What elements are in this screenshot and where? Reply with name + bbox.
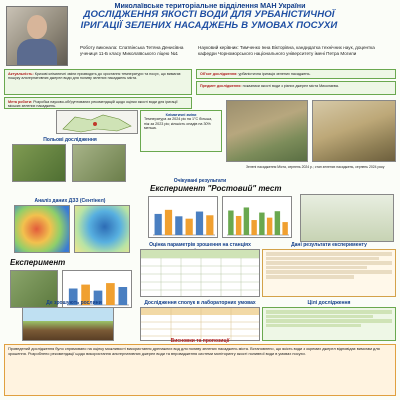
research-table: [140, 307, 260, 341]
field-research-title: Польові дослідження: [43, 137, 97, 143]
results-line: [266, 266, 367, 270]
growth-chart-1-svg: [149, 197, 218, 238]
growth-chart-2: [222, 196, 292, 238]
object-text: урбаністична іригація зелених насаджень.: [238, 72, 311, 76]
relevance-label: Актуальність:: [8, 72, 34, 76]
results-line: [266, 270, 392, 274]
field-photo-2: [312, 100, 396, 162]
results-title: Дані результати експерименту: [291, 242, 367, 248]
climate-box: [140, 110, 222, 152]
field-photo-1: [226, 100, 308, 162]
soil-title: Де зрошують рослини: [46, 300, 102, 306]
chart-bar: [165, 210, 172, 235]
practical-title: Цілі дослідження: [307, 300, 351, 306]
chart-bar: [228, 211, 233, 235]
conclusions-box: [4, 344, 396, 396]
advisor-info: Науковий керівник: Тимченко Інна Вікторівна, кандидатка технічних наук, доцентка кафедри Чорноморського національного університету імені Петра Могили: [198, 45, 375, 56]
soil-diagram: [22, 307, 114, 341]
dzz-title: Аналіз даних ДЗЗ (Сентінел): [34, 198, 106, 204]
relevance-box: [4, 69, 192, 95]
aim-box: [4, 97, 192, 109]
climate-title: Кліматичні зміни: [165, 113, 197, 117]
results-line: [266, 275, 354, 279]
research-title: Дослідження сполук в лабораторних умовах: [144, 300, 256, 306]
chart-bar: [259, 213, 264, 235]
chart-bar: [244, 207, 249, 235]
practical-box: [262, 307, 396, 341]
region-shape: [63, 115, 131, 132]
field-photo-3: [12, 144, 66, 182]
relevance-text: Кризові кліматичні зміни призводять до зростання температури та посух, що вимагає пошуку альтернативних джерел води для поливу зелених насаджень міста.: [8, 72, 181, 81]
subject-box: [196, 81, 396, 95]
chart-bar: [275, 211, 280, 235]
results-line: [266, 261, 392, 265]
research-header-row: [141, 308, 260, 315]
chart-bar: [155, 214, 162, 235]
dzz-map-2: [74, 205, 130, 253]
chart-bar: [236, 216, 241, 235]
aim-text: Розробка науково-обґрунтованих рекомендацій щодо оцінки якості води для іригації міських зелених насаджень.: [8, 100, 178, 109]
subject-label: Предмет дослідження:: [200, 84, 242, 88]
table-header-row: [141, 250, 260, 258]
practical-line: [266, 315, 373, 319]
growth-chart-1: [148, 196, 218, 238]
parameters-title: Оцінка параметрів зрошення на станціях: [149, 242, 251, 248]
practical-line: [266, 324, 361, 328]
organization-name: Миколаївське територіальне відділення МАН України: [114, 1, 306, 10]
growth-chart-2-svg: [223, 197, 292, 238]
author-shirt: [17, 39, 57, 65]
experiment-title: Експеримент "Ростовий" тест: [150, 184, 282, 193]
chart-bar: [251, 220, 256, 235]
parameters-table: [140, 249, 260, 297]
results-line: [266, 257, 379, 261]
expected-results-title: Очікувані результати: [173, 178, 227, 184]
field-photo-4: [72, 144, 126, 182]
poster-title: ДОСЛІДЖЕННЯ ЯКОСТІ ВОДИ ДЛЯ УРБАНІСТИЧНОЇ ІРИГАЦІЇ ЗЕЛЕНИХ НАСАДЖЕНЬ В УМОВАХ ПОСУХИ: [80, 9, 338, 31]
author-photo: [6, 6, 68, 66]
author-info: Роботу виконала: Слатвінська Тетяна Денисівна учениця 11-Б класу Миколаївського ліцею №1: [80, 45, 184, 56]
practical-line: [266, 319, 392, 323]
chart-bar: [196, 212, 203, 235]
chart-bar: [186, 219, 193, 235]
object-box: [196, 69, 396, 79]
chart-bar: [267, 218, 272, 235]
experiment2-title: Експеримент: [10, 258, 66, 267]
dzz-map-1: [14, 205, 70, 253]
results-box: [262, 249, 396, 297]
practical-line: [266, 310, 392, 314]
experiment-photo: [300, 194, 394, 242]
aim-label: Мета роботи:: [8, 100, 33, 104]
climate-text: Температура за 2024 рік на 1°С більша, ніж за 2023 рік; кількість опадів на 30% менша.: [144, 117, 213, 131]
chart-bar: [282, 222, 287, 235]
photos-caption: Зелені насадження Міста, серпень 2024 р.; стан зелених насаджень, серпень 2024 року: [246, 165, 385, 169]
research-table-svg: [141, 308, 260, 341]
parameters-table-svg: [141, 250, 260, 297]
conclusions-title: Висновки та пропозиції: [170, 338, 230, 344]
subject-text: показники якості води з різних джерел міста Миколаєва.: [242, 84, 339, 88]
region-map: [56, 110, 138, 134]
object-label: Об'єкт дослідження:: [200, 72, 238, 76]
chart-bar: [206, 215, 213, 235]
city-marker: [93, 122, 97, 126]
region-map-svg: [57, 111, 138, 134]
conclusions-text: Проведений дослідження було спрямовано на оцінку можливості використання дренажних вод для поливу зелених насаджень міста. Встановлено, що якість води з окремих джерел відповідає вимогам для зрошення. Розроблено рекомендації щодо використання альтернативних джерел води та впровадження системи моніторингу якості поливної води в умовах посухи.: [8, 346, 380, 356]
results-line: [266, 252, 392, 256]
author-face: [27, 15, 47, 39]
chart-bar: [175, 216, 182, 235]
